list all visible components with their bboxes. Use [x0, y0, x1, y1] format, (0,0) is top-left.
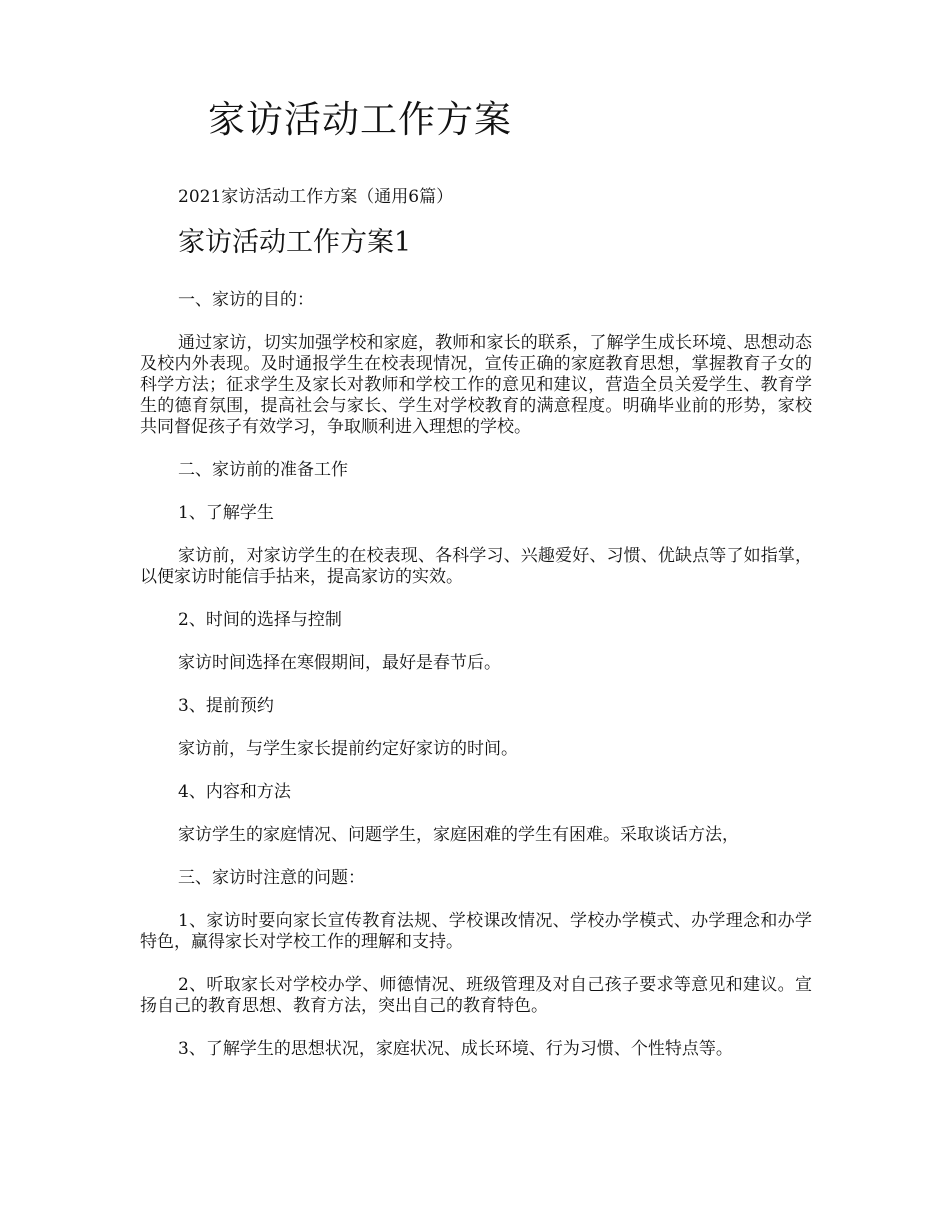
- paragraph-note-2: 2、听取家长对学校办学、师德情况、班级管理及对自己孩子要求等意见和建议。宣扬自己的教育思想、教育方法，突出自己的教育特色。: [140, 975, 812, 1016]
- document-body: [140, 290, 812, 1082]
- paragraph-item-4-body: 家访学生的家庭情况、问题学生，家庭困难的学生有困难。采取谈话方法，: [178, 825, 739, 845]
- paragraph-item-1-body: 家访前，对家访学生的在校表现、各科学习、兴趣爱好、习惯、优缺点等了如指掌，以便家访时能信手拈来，提高家访的实效。: [140, 546, 812, 587]
- document-title: 家访活动工作方案: [208, 98, 512, 141]
- paragraph-item-4-heading: 4、内容和方法: [178, 782, 291, 802]
- paragraph-item-3-body: 家访前，与学生家长提前约定好家访的时间。: [178, 739, 518, 759]
- paragraph-note-3: 3、了解学生的思想状况，家庭状况、成长环境、行为习惯、个性特点等。: [178, 1039, 733, 1059]
- document-subtitle: 2021家访活动工作方案（通用6篇）: [178, 187, 454, 207]
- paragraph-notes-heading: 三、家访时注意的问题：: [178, 868, 365, 888]
- section-heading: 家访活动工作方案1: [178, 227, 412, 258]
- paragraph-item-1-heading: 1、了解学生: [178, 503, 274, 523]
- paragraph-note-1: 1、家访时要向家长宣传教育法规、学校课改情况、学校办学模式、办学理念和办学特色，赢得家长对学校工作的理解和支持。: [140, 911, 812, 952]
- paragraph-item-2-body: 家访时间选择在寒假期间，最好是春节后。: [178, 653, 501, 673]
- paragraph-purpose-heading: 一、家访的目的：: [178, 290, 314, 310]
- paragraph-preparation-heading: 二、家访前的准备工作: [178, 460, 348, 480]
- paragraph-purpose-body: 通过家访，切实加强学校和家庭，教师和家长的联系，了解学生成长环境、思想动态及校内外表现。及时通报学生在校表现情况，宣传正确的家庭教育思想，掌握教育子女的科学方法；征求学生及家长对教师和学校工作的意见和建议，营造全员关爱学生、教育学生的德育氛围，提高社会与家长、学生对学校教育的满意程度。明确毕业前的形势，家校共同督促孩子有效学习，争取顺利进入理想的学校。: [140, 333, 812, 437]
- paragraph-item-2-heading: 2、时间的选择与控制: [178, 610, 342, 630]
- paragraph-item-3-heading: 3、提前预约: [178, 696, 274, 716]
